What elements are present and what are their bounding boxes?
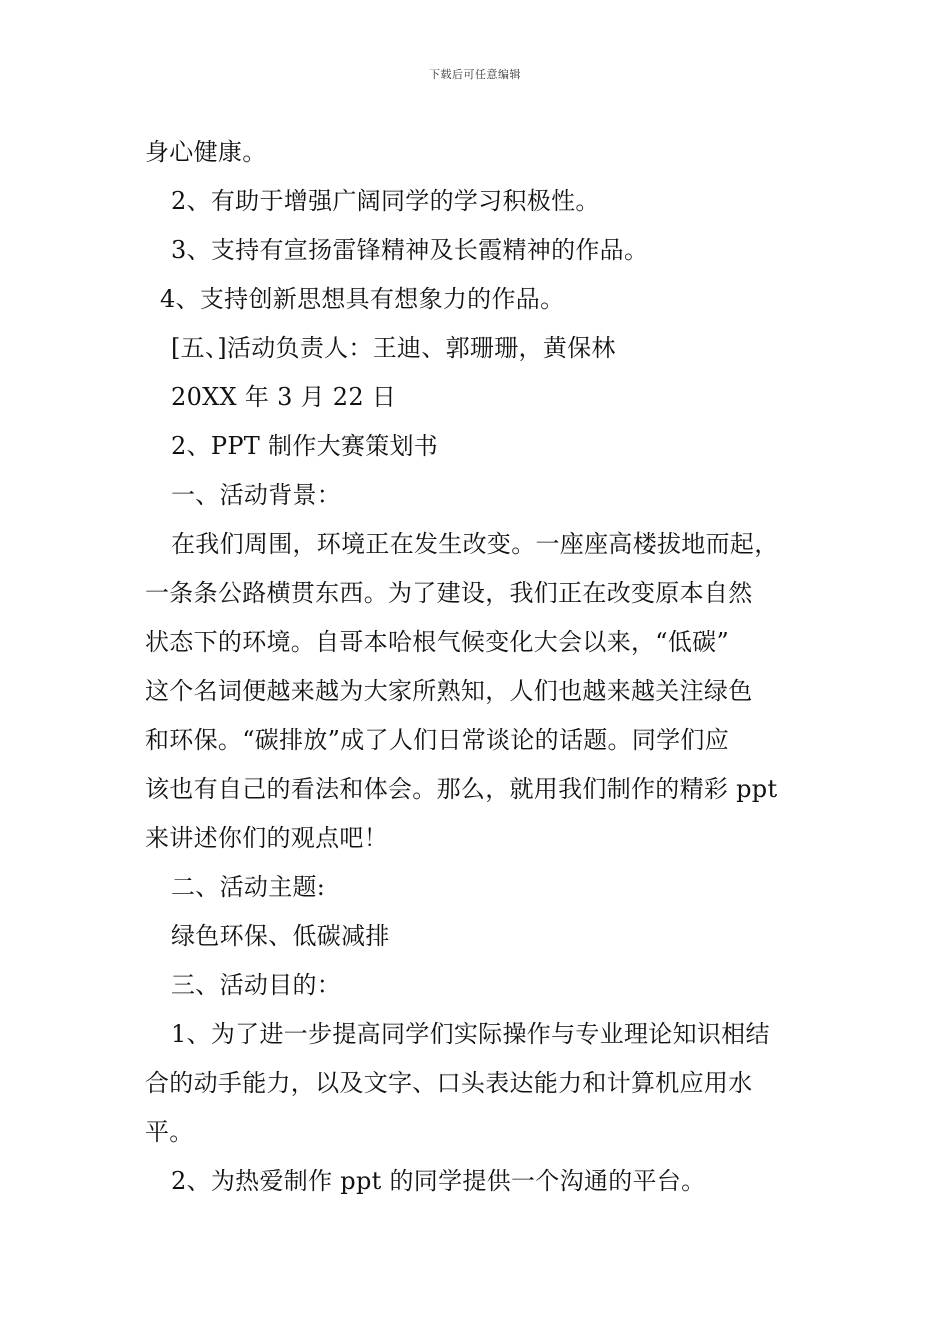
document-body [145,128,835,1206]
section-heading: [五、]活动负责人：王迪、郭珊珊，黄保林 [171,334,616,362]
date-line: 20XX 年 3 月 22 日 [171,383,397,411]
text-line: 身心健康。 [145,138,267,166]
list-item: 2、为热爱制作 ppt 的同学提供一个沟通的平台。 [171,1167,706,1195]
paragraph-line: 该也有自己的看法和体会。那么，就用我们制作的精彩 ppt [145,775,778,803]
paragraph-line: 合的动手能力，以及文字、口头表达能力和计算机应用水 [145,1069,753,1097]
list-item: 3、支持有宣扬雷锋精神及长霞精神的作品。 [171,236,649,264]
paragraph-line: 来讲述你们的观点吧！ [145,824,388,852]
list-item: 4、支持创新思想具有想象力的作品。 [160,285,565,313]
page-header: 下载后可任意编辑 [429,68,521,81]
paragraph-line: 一条条公路横贯东西。为了建设，我们正在改变原本自然 [145,579,753,607]
list-item: 2、有助于增强广阔同学的学习积极性。 [171,187,600,215]
section-heading: 一、活动背景： [171,481,342,509]
section-heading: 三、活动目的： [171,971,342,999]
list-item: 1、为了进一步提高同学们实际操作与专业理论知识相结 [171,1020,770,1048]
paragraph-line: 和环保。“碳排放”成了人们日常谈论的话题。同学们应 [145,726,730,754]
section-heading: 二、活动主题: [171,873,326,901]
paragraph-line: 这个名词便越来越为大家所熟知，人们也越来越关注绿色 [145,677,753,705]
document-title: 2、PPT 制作大赛策划书 [171,432,439,460]
paragraph-line: 在我们周围，环境正在发生改变。一座座高楼拔地而起， [171,530,779,558]
paragraph-line: 绿色环保、低碳减排 [171,922,390,950]
paragraph-line: 平。 [145,1118,194,1146]
paragraph-line: 状态下的环境。自哥本哈根气候变化大会以来，“低碳” [145,628,730,656]
